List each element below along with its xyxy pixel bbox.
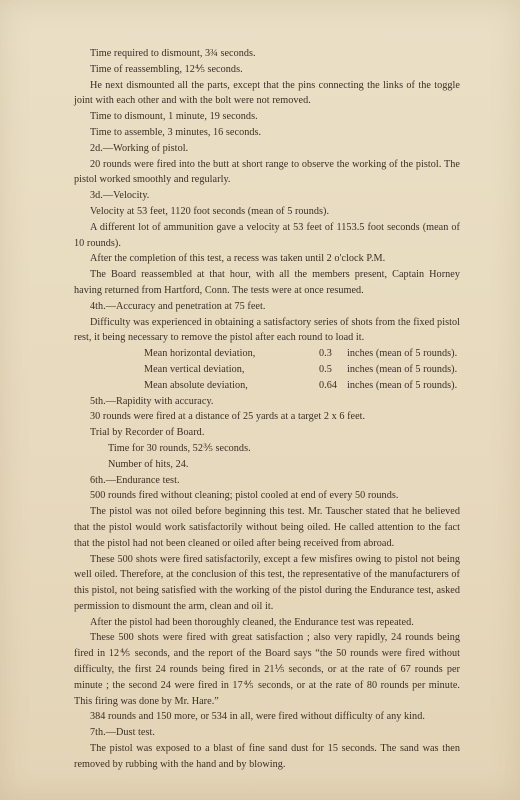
- paragraph: 4th.—Accuracy and penetration at 75 feet.: [90, 300, 266, 312]
- paragraph: 384 rounds and 150 more, or 534 in all, were fired without difficulty of any kind.: [90, 711, 425, 723]
- deviation-rest: inches (mean of 5 rounds).: [347, 379, 458, 391]
- paragraph: 3d.—Velocity.: [90, 190, 150, 202]
- deviation-label: Mean absolute deviation,: [144, 379, 248, 391]
- paragraph: The Board reassembled at that hour, with all the members present, Captain Horney having returned from Hartford, Conn. The tests were at once resumed.: [74, 269, 460, 296]
- paragraph: 2d.—Working of pistol.: [90, 142, 189, 154]
- paragraph: 6th.—Endurance test.: [90, 474, 180, 486]
- deviation-value: 0.64: [319, 379, 338, 391]
- paragraph: After the pistol had been thoroughly cleaned, the Endurance test was repeated.: [90, 616, 414, 628]
- deviation-label: Mean vertical deviation,: [144, 363, 245, 375]
- deviation-table: [74, 346, 460, 393]
- body-text-top: [74, 46, 460, 346]
- paragraph: 5th.—Rapidity with accuracy.: [90, 395, 214, 407]
- paragraph: Time required to dismount, 3¾ seconds.: [90, 48, 256, 59]
- paragraph: 30 rounds were fired at a distance of 25 yards at a target 2 x 6 feet.: [90, 411, 366, 423]
- paragraph: 7th.—Dust test.: [90, 727, 155, 739]
- paragraph: A different lot of ammunition gave a velocity at 53 feet of 1153.5 foot seconds (mean of 10 rounds).: [74, 221, 460, 249]
- paragraph: The pistol was exposed to a blast of fine sand dust for 15 seconds. The sand was then removed by rubbing with the hand and by blowing.: [74, 743, 460, 770]
- paragraph: He next dismounted all the parts, except that the pins connecting the links of the toggle joint with each other and with the bolt were not removed.: [74, 79, 460, 107]
- paragraph: These 500 shots were fired with great satisfaction ; also very rapidly, 24 rounds being fired in 12⅘ seconds, and the report of the Board says “the 50 rounds were fired without difficulty, the first 24 rounds being fired in 21⅕ seconds, or at the rate of 67 rounds per minute ; the second 24 were fired in 17⅘ seconds, or at the rate of 80 rounds per minute. This firing was done by Mr. Hare.”: [74, 632, 460, 707]
- paragraph: Time to assemble, 3 minutes, 16 seconds.: [90, 126, 262, 138]
- paragraph: 500 rounds fired without cleaning; pistol cooled at end of every 50 rounds.: [90, 490, 399, 502]
- paragraph: Difficulty was experienced in obtaining a satisfactory series of shots from the fixed pistol rest, it being necessary to remove the pistol after each round to load it.: [74, 316, 460, 344]
- paragraph: After the completion of this test, a recess was taken until 2 o'clock P.M.: [90, 253, 386, 265]
- paragraph: Trial by Recorder of Board.: [90, 427, 205, 439]
- paragraph: Number of hits, 24.: [108, 458, 189, 470]
- deviation-row: [74, 346, 460, 362]
- deviation-row: [74, 378, 460, 394]
- paragraph: These 500 shots were fired satisfactorily, except a few misfires owing to pistol not being well oiled. Therefore, at the conclusion of this test, the representative of the manufacturers of this pistol, not being satisfied with the working of the pistol during the Endurance test, asked permission to dismount the arm, clean and oil it.: [74, 553, 460, 612]
- deviation-value: 0.5: [319, 363, 332, 375]
- deviation-rest: inches (mean of 5 rounds).: [347, 348, 458, 360]
- deviation-rest: inches (mean of 5 rounds).: [347, 363, 458, 375]
- deviation-value: 0.3: [319, 348, 332, 360]
- paragraph: Time for 30 rounds, 52⅗ seconds.: [108, 442, 251, 454]
- deviation-row: [74, 362, 460, 378]
- paragraph: The pistol was not oiled before beginning this test. Mr. Tauscher stated that he believed that the pistol would work satisfactorily without being oiled. He called attention to the fact that the pistol had not been cleaned or oiled after being received from abroad.: [74, 506, 460, 549]
- deviation-label: Mean horizontal deviation,: [144, 348, 256, 360]
- paragraph: 20 rounds were fired into the butt at short range to observe the working of the pistol. The pistol worked smoothly and regularly.: [74, 158, 460, 186]
- paragraph: Velocity at 53 feet, 1120 foot seconds (mean of 5 rounds).: [90, 205, 330, 217]
- paragraph: Time of reassembling, 12⅘ seconds.: [90, 63, 243, 75]
- paragraph: Time to dismount, 1 minute, 19 seconds.: [90, 111, 258, 123]
- body-text-bottom: [74, 394, 460, 773]
